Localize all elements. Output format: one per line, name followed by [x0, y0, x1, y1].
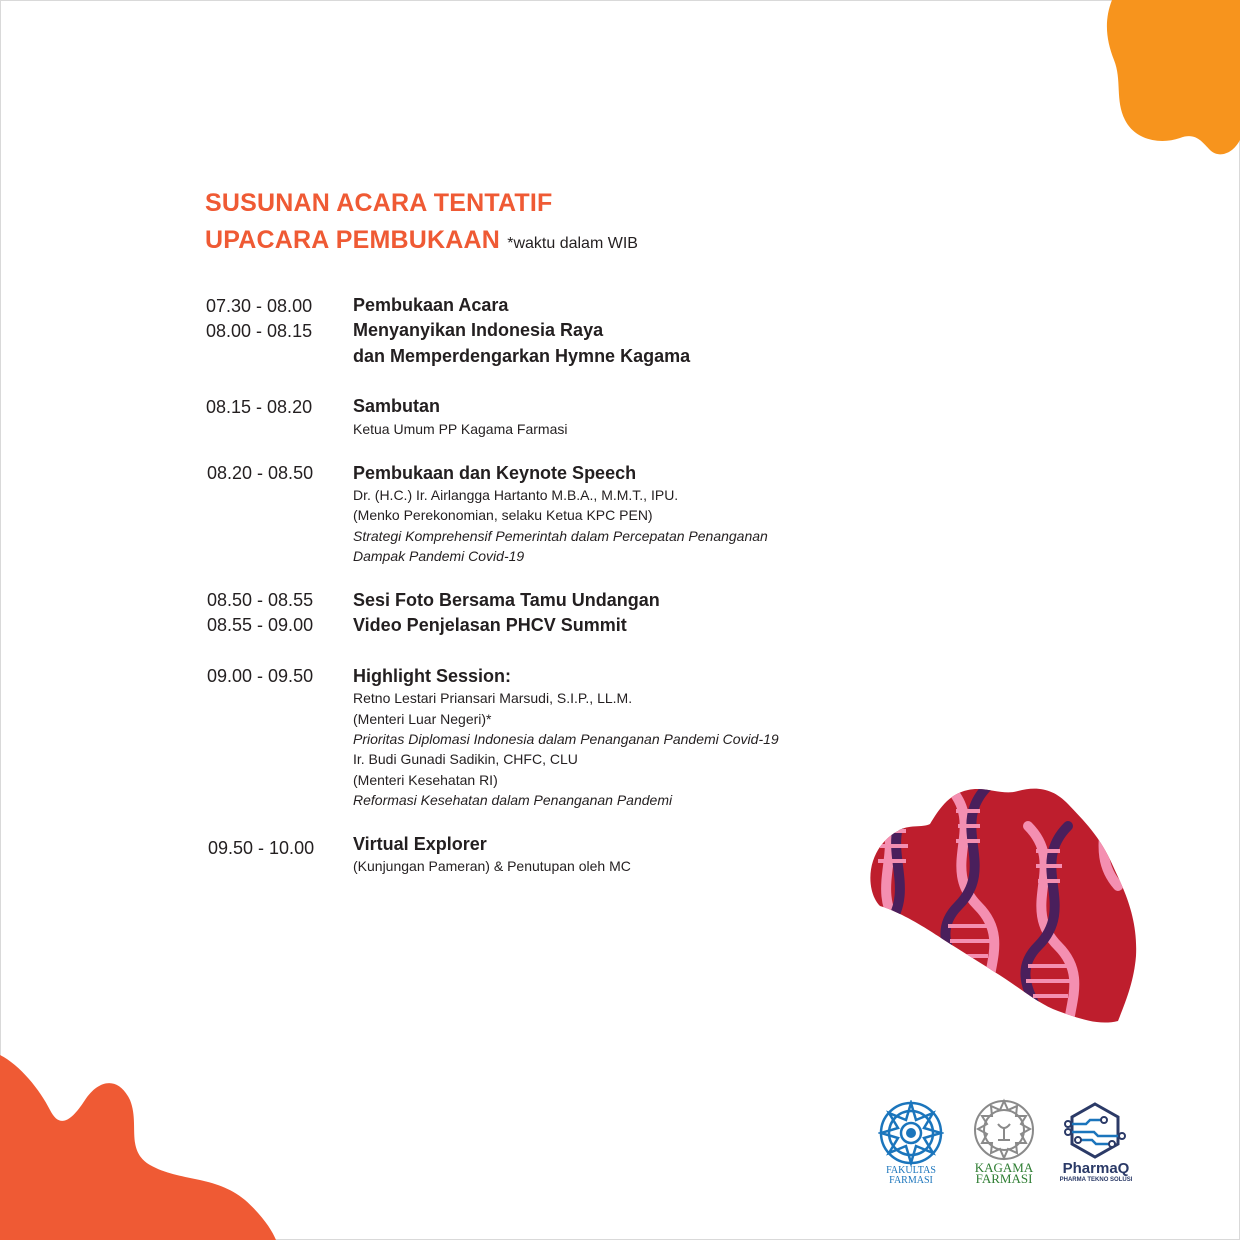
page-title	[205, 189, 552, 218]
schedule-detail-topic: Reformasi Kesehatan dalam Penanganan Pandemi	[353, 792, 673, 808]
orange-blob-decoration	[1100, 0, 1240, 160]
schedule-detail: (Menteri Kesehatan RI)	[353, 772, 498, 788]
pharmaq-logo-name: PharmaQ	[1062, 1160, 1130, 1177]
schedule-title: Pembukaan dan Keynote Speech	[353, 463, 637, 483]
pharmaq-logo-tagline: PHARMA TEKNO SOLUSI	[1059, 1177, 1133, 1183]
page-subtitle	[205, 226, 638, 255]
schedule-title: Sambutan	[353, 396, 441, 416]
schedule-detail: Retno Lestari Priansari Marsudi, S.I.P., LL.M.	[353, 690, 633, 706]
schedule-time: 08.00 - 08.15	[206, 321, 313, 341]
title-line-1: SUSUNAN ACARA TENTATIF	[205, 189, 553, 217]
schedule-detail: (Menteri Luar Negeri)*	[353, 711, 492, 727]
schedule-detail-topic: Dampak Pandemi Covid-19	[353, 548, 525, 564]
kagama-emblem-icon	[972, 1098, 1036, 1162]
kagama-logo-caption	[964, 1162, 1044, 1184]
schedule-detail-topic: Strategi Komprehensif Pemerintah dalam Percepatan Penanganan	[353, 528, 768, 544]
schedule-detail: (Menko Perekonomian, selaku Ketua KPC PEN)	[353, 507, 653, 523]
schedule-time: 07.30 - 08.00	[206, 296, 313, 316]
schedule-title: Virtual Explorer	[353, 834, 487, 854]
faculty-emblem-icon	[878, 1100, 944, 1166]
faculty-logo-line-1: FAKULTAS	[886, 1165, 936, 1176]
schedule-detail: Ir. Budi Gunadi Sadikin, CHFC, CLU	[353, 751, 578, 767]
red-blob-decoration	[0, 1050, 280, 1240]
pharmaq-logo-caption	[1050, 1161, 1142, 1184]
schedule-time: 08.55 - 09.00	[207, 615, 314, 635]
schedule-detail: Dr. (H.C.) Ir. Airlangga Hartanto M.B.A., M.M.T., IPU.	[353, 487, 679, 503]
faculty-logo-caption	[868, 1166, 954, 1186]
faculty-logo-line-2: FARMASI	[889, 1175, 933, 1186]
schedule-time: 09.50 - 10.00	[208, 838, 315, 858]
schedule-title-continued: dan Memperdengarkan Hymne Kagama	[353, 346, 691, 366]
schedule-title: Pembukaan Acara	[353, 295, 509, 315]
schedule-title: Highlight Session:	[353, 666, 512, 686]
title-line-2: UPACARA PEMBUKAAN	[205, 226, 501, 254]
schedule-title: Video Penjelasan PHCV Summit	[353, 615, 627, 635]
schedule-title: Sesi Foto Bersama Tamu Undangan	[353, 590, 660, 610]
schedule-detail: Ketua Umum PP Kagama Farmasi	[353, 421, 568, 437]
schedule-time: 08.15 - 08.20	[206, 397, 313, 417]
schedule-title: Menyanyikan Indonesia Raya	[353, 320, 604, 340]
schedule-time: 08.20 - 08.50	[207, 463, 314, 483]
schedule-time: 08.50 - 08.55	[207, 590, 314, 610]
dna-pattern-decoration	[868, 786, 1140, 1026]
schedule-detail: (Kunjungan Pameran) & Penutupan oleh MC	[353, 858, 631, 874]
kagama-logo-line-1: KAGAMA	[974, 1160, 1034, 1175]
timezone-note: *waktu dalam WIB	[507, 235, 638, 252]
schedule-time: 09.00 - 09.50	[207, 666, 314, 686]
schedule-detail-topic: Prioritas Diplomasi Indonesia dalam Penanganan Pandemi Covid-19	[353, 731, 779, 747]
kagama-logo-line-2: FARMASI	[975, 1171, 1033, 1186]
pharmaq-circuit-icon	[1064, 1100, 1126, 1162]
